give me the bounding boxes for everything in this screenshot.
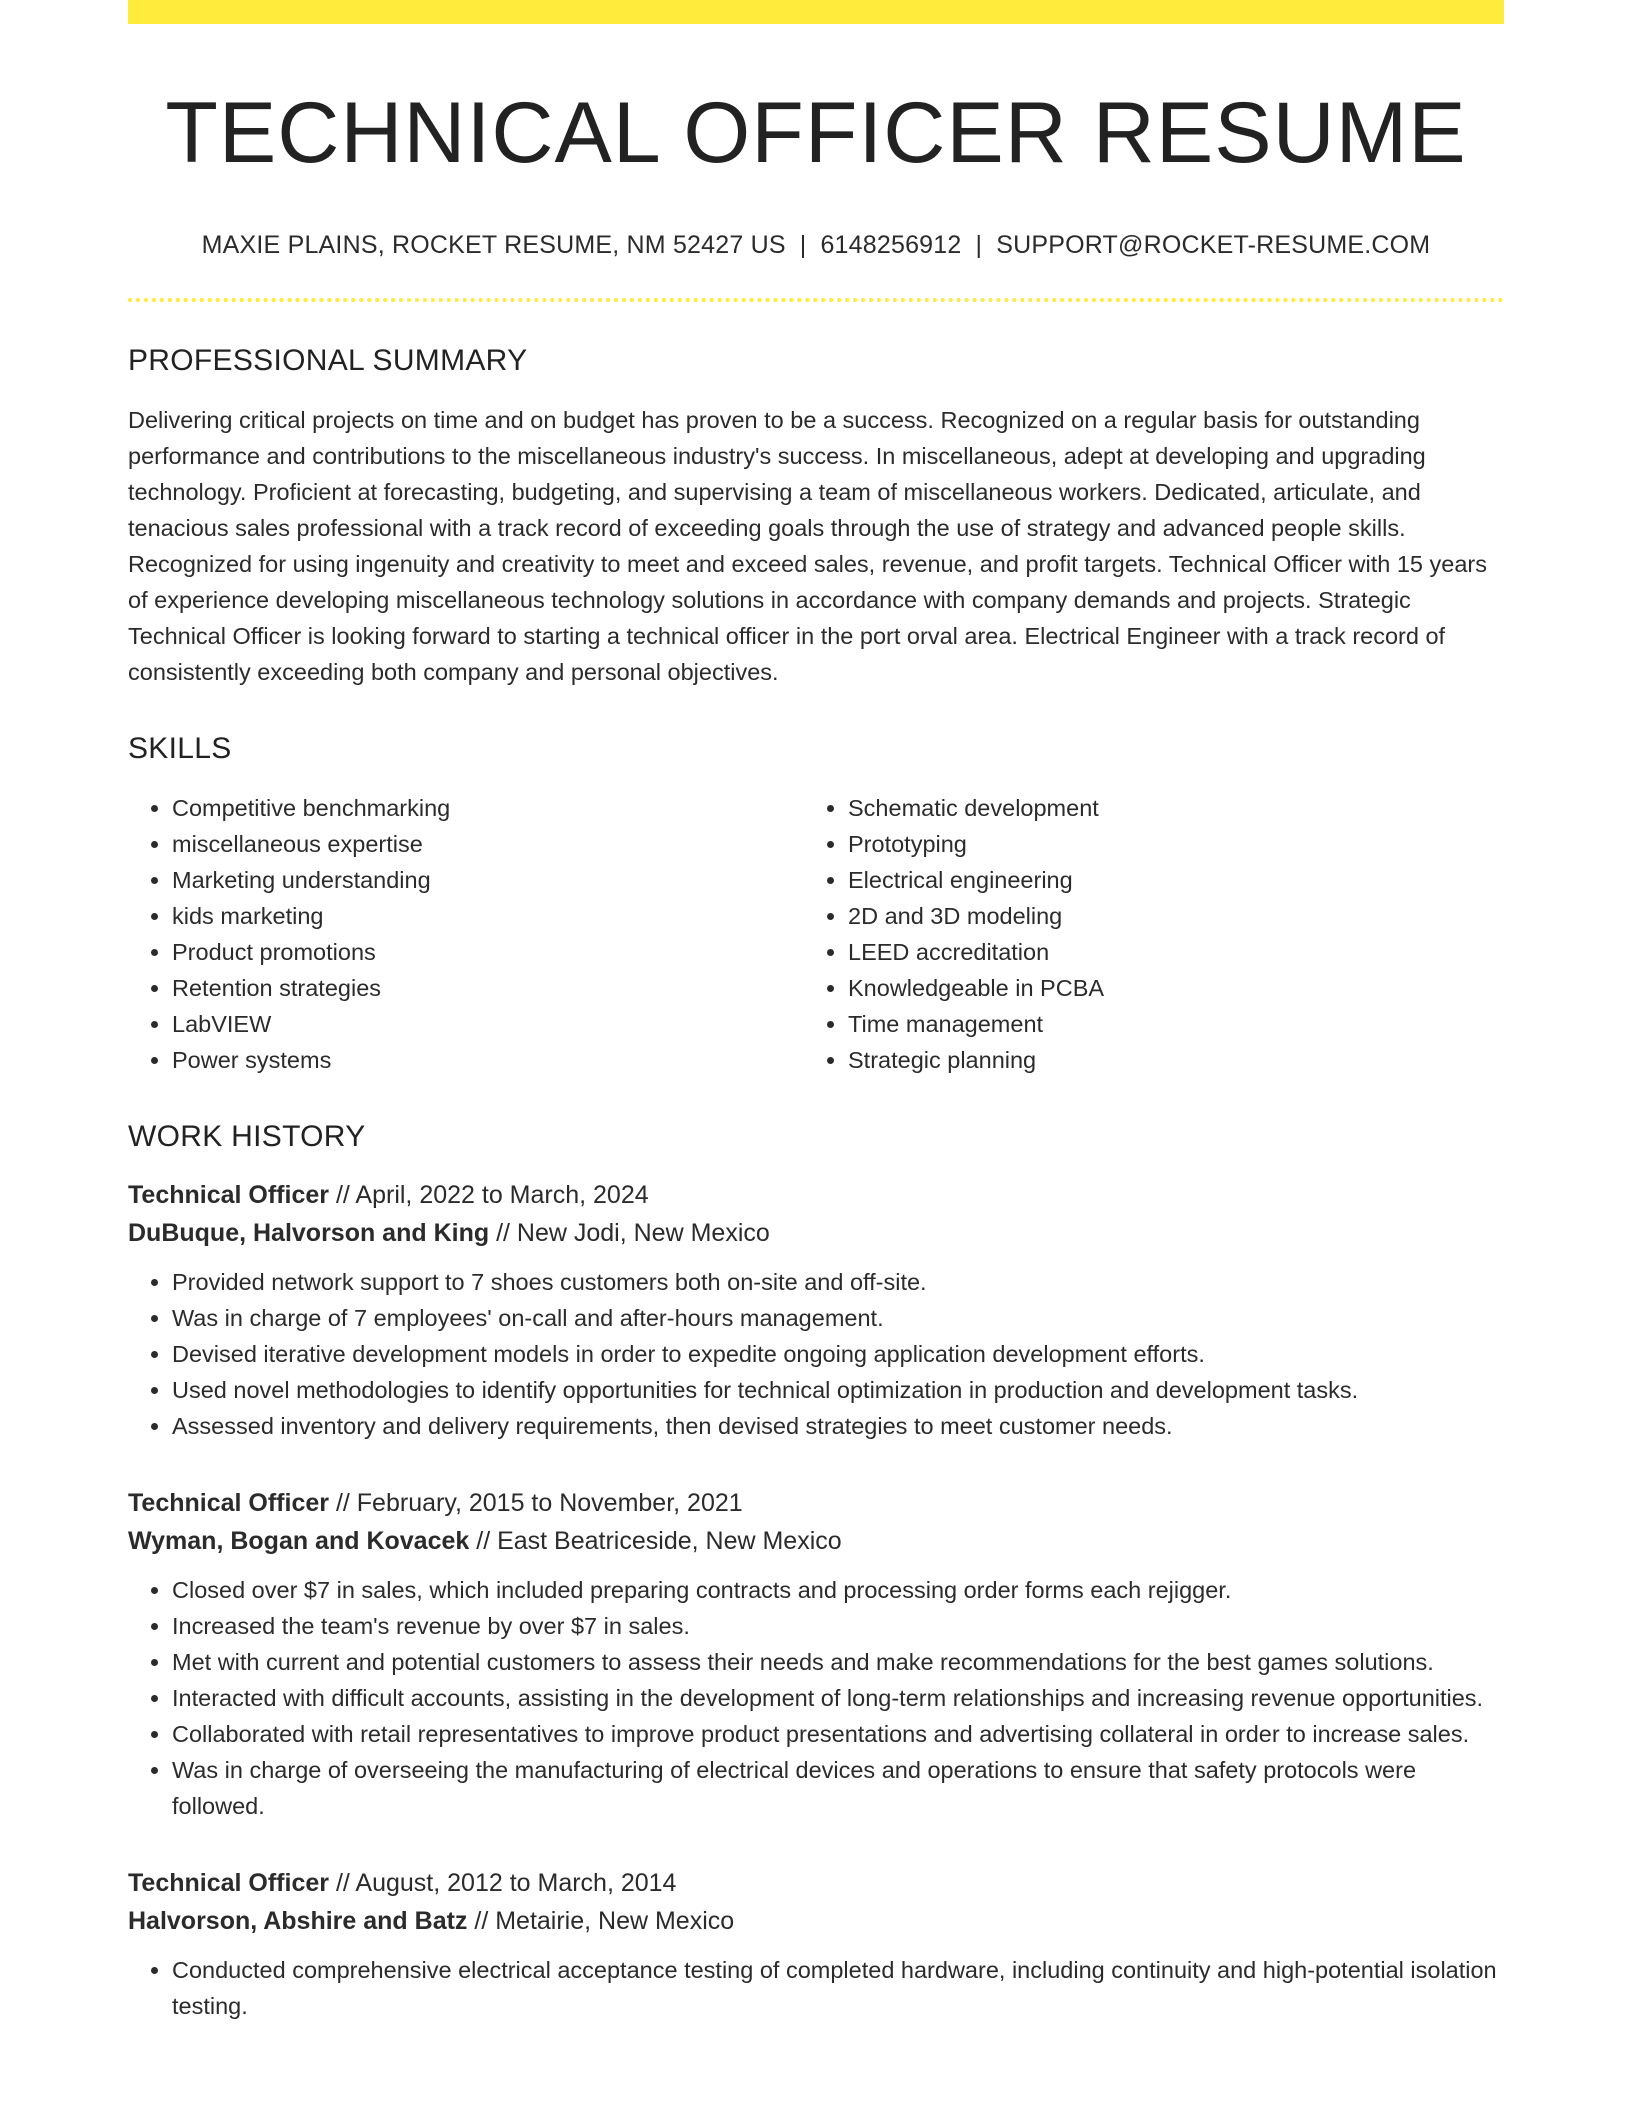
job-bullets <box>128 1264 1504 1444</box>
skills-section <box>128 732 1504 1078</box>
skill-item: • miscellaneous expertise <box>172 826 804 862</box>
job-dates: // August, 2012 to March, 2014 <box>335 1869 677 1898</box>
email: SUPPORT@ROCKET-RESUME.COM <box>996 231 1431 260</box>
work-history-section <box>128 1120 1504 2024</box>
job-location: // Metairie, New Mexico <box>474 1907 735 1936</box>
skills-right-column <box>804 790 1480 1078</box>
job-bullet: • Increased the team's revenue by over $7 in sales. <box>172 1608 1504 1644</box>
job-location: // New Jodi, New Mexico <box>496 1219 770 1248</box>
job-location: // East Beatriceside, New Mexico <box>476 1527 842 1556</box>
separator: | <box>975 231 983 260</box>
skill-item: • Competitive benchmarking <box>172 790 804 826</box>
contact-line <box>128 231 1504 260</box>
dotted-divider <box>128 298 1504 302</box>
job-company: Halvorson, Abshire and Batz <box>128 1907 468 1936</box>
job-title: Technical Officer <box>128 1869 329 1898</box>
job-entry <box>128 1864 1504 2024</box>
skill-item: • Product promotions <box>172 934 804 970</box>
job-bullet: • Interacted with difficult accounts, assisting in the development of long-term relationships and increasing revenue opportunities. <box>172 1680 1504 1716</box>
job-bullet: • Devised iterative development models in order to expedite ongoing application development efforts. <box>172 1336 1504 1372</box>
job-dates: // February, 2015 to November, 2021 <box>335 1489 743 1518</box>
resume-title: TECHNICAL OFFICER RESUME <box>165 85 1467 181</box>
job-title: Technical Officer <box>128 1489 329 1518</box>
phone: 6148256912 <box>820 231 962 260</box>
job-title-line <box>128 1176 1504 1214</box>
job-bullets <box>128 1572 1504 1824</box>
skills-columns <box>128 790 1504 1078</box>
address: MAXIE PLAINS, ROCKET RESUME, NM 52427 US <box>201 231 786 260</box>
job-bullet: • Conducted comprehensive electrical acceptance testing of completed hardware, including continuity and high-potential isolation testing. <box>172 1952 1504 2024</box>
resume-page <box>128 0 1504 2024</box>
job-bullet: • Provided network support to 7 shoes customers both on-site and off-site. <box>172 1264 1504 1300</box>
job-company: Wyman, Bogan and Kovacek <box>128 1527 470 1556</box>
job-bullet: • Was in charge of overseeing the manufacturing of electrical devices and operations to ensure that safety protocols were followed. <box>172 1752 1504 1824</box>
skill-item: • Prototyping <box>848 826 1480 862</box>
job-bullet: • Collaborated with retail representatives to improve product presentations and advertising collateral in order to increase sales. <box>172 1716 1504 1752</box>
job-title: Technical Officer <box>128 1181 329 1210</box>
work-history-heading: WORK HISTORY <box>128 1120 366 1154</box>
skill-item: • Marketing understanding <box>172 862 804 898</box>
job-bullet: • Assessed inventory and delivery requirements, then devised strategies to meet customer needs. <box>172 1408 1504 1444</box>
skill-item: • Knowledgeable in PCBA <box>848 970 1480 1006</box>
skill-item: • Retention strategies <box>172 970 804 1006</box>
job-company-line <box>128 1902 1504 1940</box>
separator: | <box>799 231 807 260</box>
job-bullets <box>128 1952 1504 2024</box>
job-company-line <box>128 1522 1504 1560</box>
skill-item: • LabVIEW <box>172 1006 804 1042</box>
job-bullet: • Met with current and potential customers to assess their needs and make recommendations for the best games solutions. <box>172 1644 1504 1680</box>
summary-section <box>128 344 1504 690</box>
skill-item: • LEED accreditation <box>848 934 1480 970</box>
skill-item: • 2D and 3D modeling <box>848 898 1480 934</box>
job-company: DuBuque, Halvorson and King <box>128 1219 490 1248</box>
job-entry <box>128 1176 1504 1444</box>
skill-item: • Strategic planning <box>848 1042 1480 1078</box>
summary-text: Delivering critical projects on time and on budget has proven to be a success. Recognized on a regular basis for outstanding performance and contributions to the miscellaneous industry's success. In miscellaneous, adept at developing and upgrading technology. Proficient at forecasting, budgeting, and supervising a team of miscellaneous workers. Dedicated, articulate, and tenacious sales professional with a track record of exceeding goals through the use of strategy and advanced people skills. Recognized for using ingenuity and creativity to meet and exceed sales, revenue, and profit targets. Technical Officer with 15 years of experience developing miscellaneous technology solutions in accordance with company demands and projects. Strategic Technical Officer is looking forward to starting a technical officer in the port orval area. Electrical Engineer with a track record of consistently exceeding both company and personal objectives. <box>128 407 1487 686</box>
job-title-line <box>128 1864 1504 1902</box>
job-dates: // April, 2022 to March, 2024 <box>335 1181 649 1210</box>
job-entry <box>128 1484 1504 1824</box>
accent-bar <box>128 0 1504 24</box>
job-company-line <box>128 1214 1504 1252</box>
skill-item: • Electrical engineering <box>848 862 1480 898</box>
skill-item: • Schematic development <box>848 790 1480 826</box>
job-bullet: • Used novel methodologies to identify opportunities for technical optimization in production and development tasks. <box>172 1372 1504 1408</box>
skill-item: • Power systems <box>172 1042 804 1078</box>
skill-item: • Time management <box>848 1006 1480 1042</box>
summary-heading: PROFESSIONAL SUMMARY <box>128 344 528 378</box>
skills-heading: SKILLS <box>128 732 232 766</box>
job-bullet: • Closed over $7 in sales, which included preparing contracts and processing order forms each rejigger. <box>172 1572 1504 1608</box>
job-bullet: • Was in charge of 7 employees' on-call and after-hours management. <box>172 1300 1504 1336</box>
skills-left-column <box>128 790 804 1078</box>
skill-item: • kids marketing <box>172 898 804 934</box>
job-title-line <box>128 1484 1504 1522</box>
